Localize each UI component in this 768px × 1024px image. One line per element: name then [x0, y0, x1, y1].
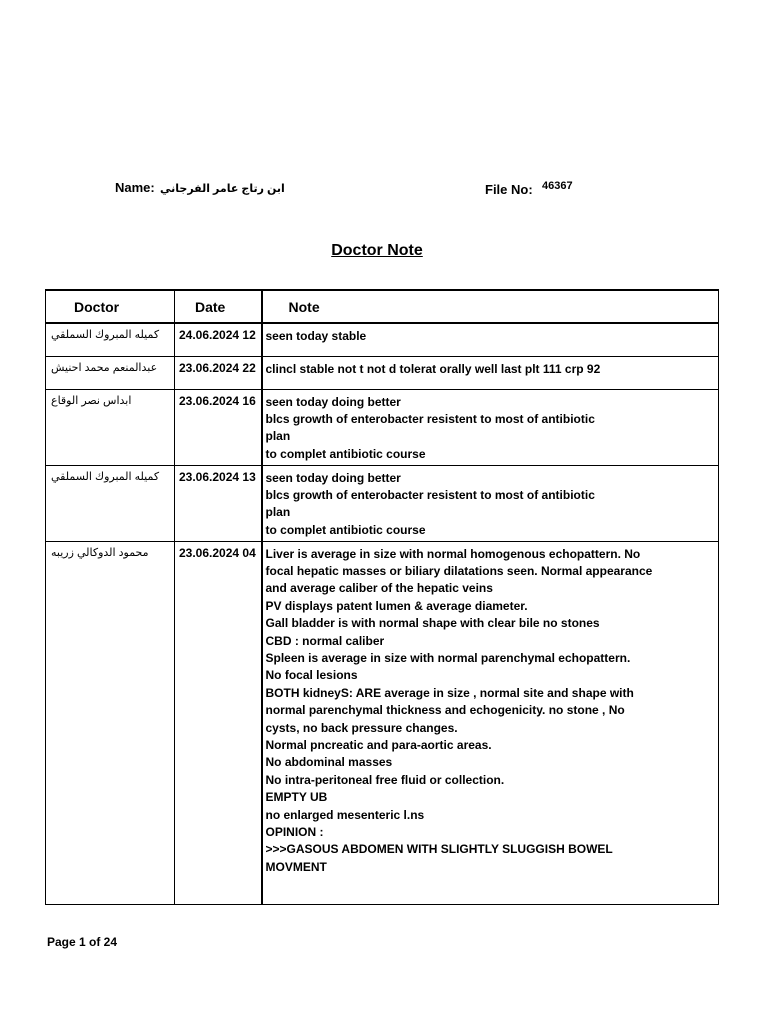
doctor-cell — [46, 465, 175, 541]
table-row — [46, 356, 719, 389]
doctor-name: عبدالمنعم محمد احنيش — [51, 361, 158, 374]
table-row — [46, 465, 719, 541]
name-label: Name: — [115, 180, 155, 195]
column-header-note: Note — [262, 290, 719, 323]
doctor-name: كميله المبروك السملقي — [51, 329, 160, 341]
doctor-cell — [46, 323, 175, 356]
table-row — [46, 323, 719, 356]
page-title: Doctor Note — [331, 242, 423, 259]
doctor-name: محمود الدوكالي زريبه — [51, 546, 149, 559]
column-header-date: Date — [175, 290, 262, 323]
date-cell: 23.06.2024 13 — [175, 465, 262, 541]
doctor-cell — [46, 541, 175, 904]
doctor-cell — [46, 356, 175, 389]
doctor-cell — [46, 389, 175, 465]
file-no-label: File No: — [485, 182, 533, 197]
doctor-notes-table — [45, 289, 719, 905]
note-cell: Liver is average in size with normal homogenous echopattern. No focal hepatic masses or biliary dilatations seen. Normal appearance and average caliber of the hepatic veins PV displays patent lumen & average diameter. Gall bladder is with normal shape with clear bile no stones CBD : normal caliber Spleen is average in size with normal parenchymal echopattern. No focal lesions BOTH kidneyS: ARE average in size , normal site and shape with normal parenchymal thickness and echogenicity. no stone , No cysts, no back pressure changes. Normal pncreatic and para-aortic areas. No abdominal masses No intra-peritoneal free fluid or collection. EMPTY UB no enlarged mesenteric l.ns OPINION : >>>GASOUS ABDOMEN WITH SLIGHTLY SLUGGISH BOWEL MOVMENT — [262, 541, 719, 904]
column-header-doctor: Doctor — [46, 290, 175, 323]
note-cell: seen today doing better blcs growth of enterobacter resistent to most of antibiotic plan to complet antibiotic course — [262, 389, 719, 465]
date-cell: 24.06.2024 12 — [175, 323, 262, 356]
date-cell: 23.06.2024 04 — [175, 541, 262, 904]
note-cell: seen today stable — [262, 323, 719, 356]
file-no-value: 46367 — [542, 180, 573, 192]
page-number: Page 1 of 24 — [47, 935, 118, 949]
table-row — [46, 389, 719, 465]
date-cell: 23.06.2024 22 — [175, 356, 262, 389]
patient-name: ابن رتاج عامر الفرجاني — [160, 183, 285, 195]
doctor-name: كميله المبروك السملقي — [51, 470, 160, 483]
date-cell: 23.06.2024 16 — [175, 389, 262, 465]
note-cell: clincl stable not t not d tolerat orally well last plt 111 crp 92 — [262, 356, 719, 389]
doctor-name: ابداس نصر الوقاع — [51, 394, 132, 407]
table-header-row — [46, 290, 719, 323]
table-row — [46, 541, 719, 904]
note-cell: seen today doing better blcs growth of enterobacter resistent to most of antibiotic plan to complet antibiotic course — [262, 465, 719, 541]
